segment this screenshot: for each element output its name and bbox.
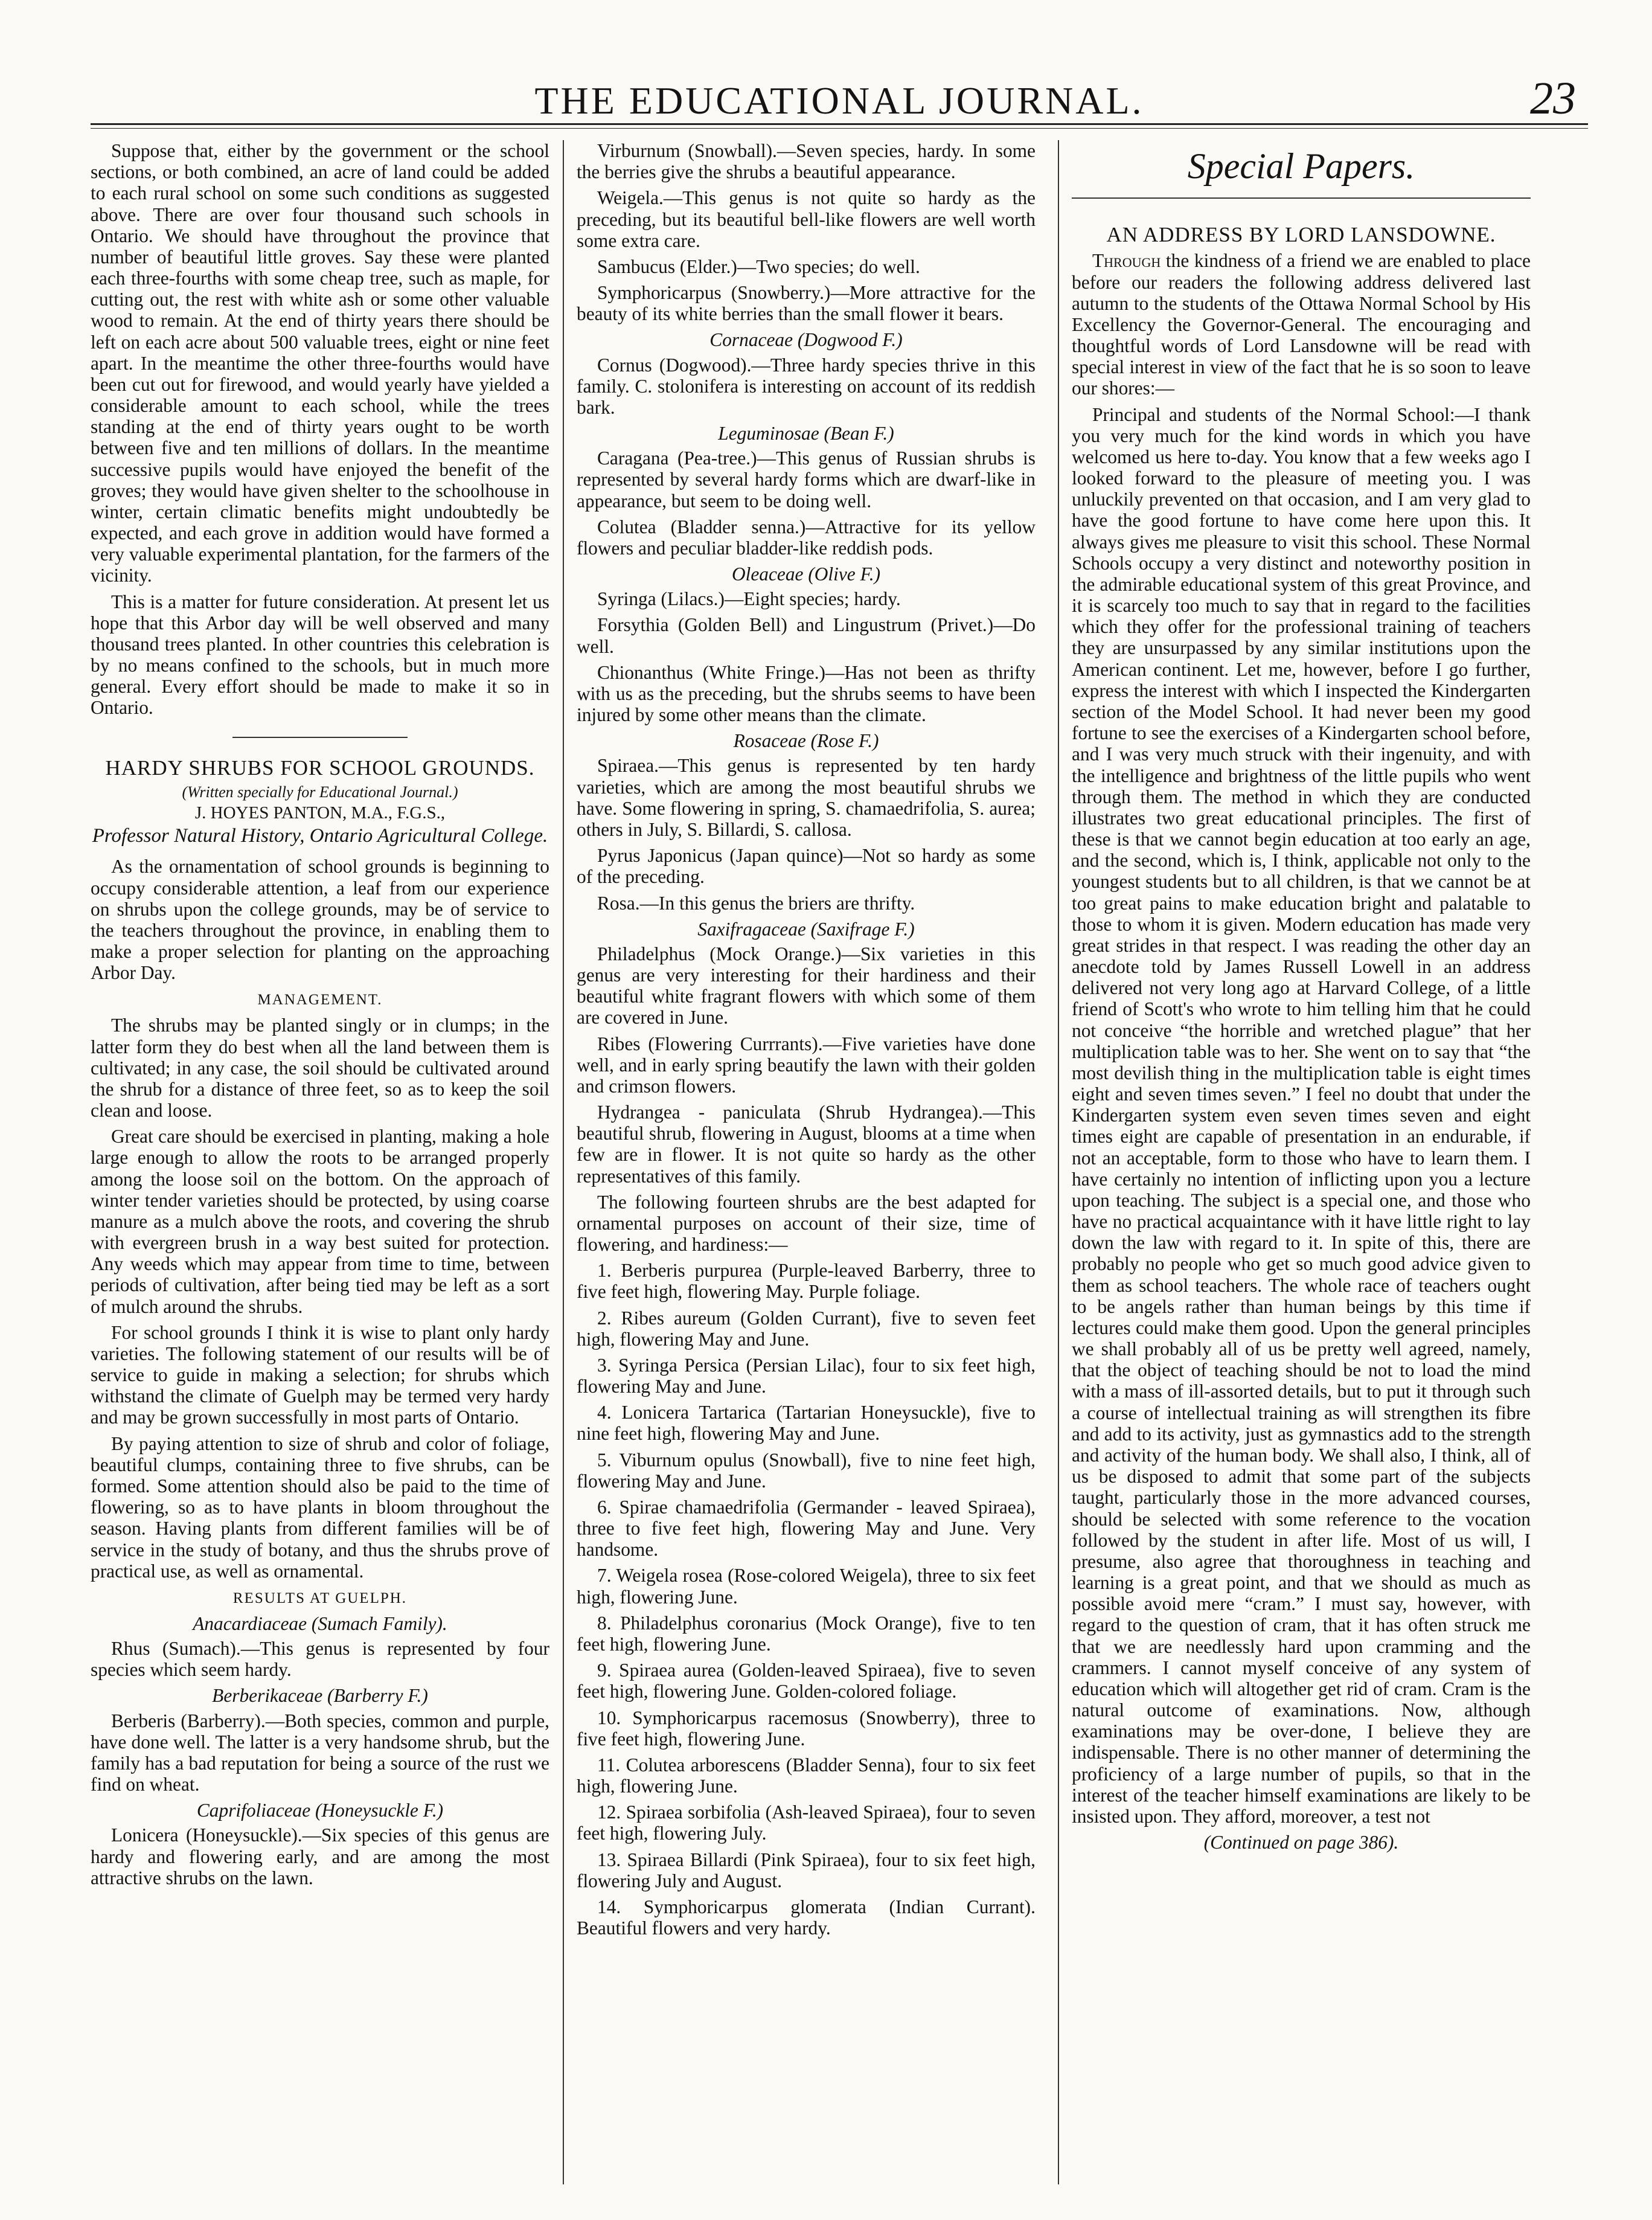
list-item: 9. Spiraea aurea (Golden-leaved Spiraea), five to seven feet high, flowering June. Golden-colored foliage. xyxy=(577,1660,1036,1702)
paragraph: As the ornamentation of school grounds is beginning to occupy considerable attention, a leaf from our experience on shrubs upon the college grounds, may be of service to the teachers throughout the province, in enabling them to make a proper selection for planting on the approaching Arbor Day. xyxy=(91,856,549,984)
list-item: 11. Colutea arborescens (Bladder Senna), four to six feet high, flowering June. xyxy=(577,1754,1036,1797)
continued-note: (Continued on page 386). xyxy=(1203,1832,1399,1853)
paragraph: Caragana (Pea-tree.)—This genus of Russian shrubs is represented by several hardy forms which are dwarf-like in appearance, but seem to be doing well. xyxy=(577,448,1036,512)
list-item: 6. Spirae chamaedrifolia (Germander - leaved Spiraea), three to five feet high, flowering May and June. Very handsome. xyxy=(577,1496,1036,1561)
list-item: 4. Lonicera Tartarica (Tartarian Honeysuckle), five to nine feet high, flowering May and June. xyxy=(577,1402,1036,1445)
section-separator xyxy=(232,737,408,738)
family-heading: Anacardiaceae (Sumach Family). xyxy=(193,1612,447,1634)
article-title: HARDY SHRUBS FOR SCHOOL GROUNDS. xyxy=(105,756,535,780)
family-heading: Cornaceae (Dogwood F.) xyxy=(709,329,903,351)
header-rule xyxy=(91,123,1588,125)
paragraph: Lonicera (Honeysuckle).—Six species of this genus are hardy and flowering early, and are among the most attractive shrubs on the lawn. xyxy=(91,1824,549,1888)
list-item: 13. Spiraea Billardi (Pink Spiraea), four to six feet high, flowering July and August. xyxy=(577,1849,1036,1891)
subheading: RESULTS AT GUELPH. xyxy=(232,1590,408,1606)
family-heading: Rosaceae (Rose F.) xyxy=(733,730,879,752)
paragraph: Colutea (Bladder senna.)—Attractive for its yellow flowers and peculiar bladder-like reddish pods. xyxy=(577,516,1036,559)
paragraph: Suppose that, either by the government or the school sections, or both combined, an acre of land could be added to each rural school on some such conditions as suggested above. There are over four thousand such schools in Ontario. We should have throughout the province that number of beautiful little groves. Say these were planted each three-fourths with some cheap tree, such as maple, for cutting out, the rest with white ash or some other valuable wood to remain. At the end of thirty years there should be left on each acre about 500 valuable trees, eight or nine feet apart. In the meantime the other three-fourths would have been cut out for firewood, and would yearly have yielded a considerable amount to each school, while the trees standing at the end of thirty years ought to be worth between five and ten millions of dollars. In the meantime successive pupils would have enjoyed the benefit of the groves; they would have given shelter to the schoolhouse in winter, certain climatic benefits might undoubtedly be expected, and each grove in addition would have formed a very valuable experimental plantation, for the farmers of the vicinity. xyxy=(91,140,549,586)
address-title: AN ADDRESS BY LORD LANSDOWNE. xyxy=(1106,223,1496,247)
paragraph xyxy=(1072,250,1531,399)
paragraph: Virburnum (Snowball).—Seven species, hardy. In some the berries give the shrubs a beautiful appearance. xyxy=(577,140,1036,183)
drop-word: Through xyxy=(1092,250,1161,272)
paragraph: Chionanthus (White Fringe.)—Has not been as thrifty with us as the preceding, but the shrubs seems to have been injured by some other means than the climate. xyxy=(577,661,1036,726)
column-1 xyxy=(91,140,549,2184)
list-item: 5. Viburnum opulus (Snowball), five to nine feet high, flowering May and June. xyxy=(577,1449,1036,1492)
paragraph: Forsythia (Golden Bell) and Lingustrum (Privet.)—Do well. xyxy=(577,614,1036,657)
column-2 xyxy=(577,140,1036,2184)
list-item: 3. Syringa Persica (Persian Lilac), four to six feet high, flowering May and June. xyxy=(577,1354,1036,1397)
masthead xyxy=(91,72,1588,127)
paragraph: By paying attention to size of shrub and color of foliage, beautiful clumps, containing three to five shrubs, can be formed. Some attention should also be paid to the time of flowering, so as to have plants in bloom throughout the season. Having plants from different families will be of service in the study of botany, and thus the shrubs prove of practical use, as well as ornamental. xyxy=(91,1432,549,1582)
paragraph: Weigela.—This genus is not quite so hardy as the preceding, but its beautiful bell-like flowers are well worth some extra care. xyxy=(577,187,1036,251)
list-item: 7. Weigela rosea (Rose-colored Weigela), three to six feet high, flowering June. xyxy=(577,1565,1036,1608)
paragraph: Rosa.—In this genus the briers are thrifty. xyxy=(597,892,915,914)
column-divider xyxy=(563,140,564,2184)
paragraph: Great care should be exercised in planting, making a hole large enough to allow the roots to be arranged properly among the loose soil on the bottom. On the approach of winter tender varieties should be protected, by using coarse manure as a mulch above the roots, and covering the shrub with evergreen brush in a way best suited for protection. Any weeds which may appear from time to time, between periods of cultivation, after being tied may be left as a sort of mulch around the shrubs. xyxy=(91,1126,549,1317)
paragraph: This is a matter for future consideration. At present let us hope that this Arbor day will be well observed and many thousand trees planted. In other countries this celebration is by no means confined to the schools, but in much more general. Every effort should be made to make it so in Ontario. xyxy=(91,591,549,719)
family-heading: Leguminosae (Bean F.) xyxy=(718,423,894,444)
paragraph: The following fourteen shrubs are the best adapted for ornamental purposes on account of their size, time of flowering, and hardiness:— xyxy=(577,1191,1036,1256)
column-divider xyxy=(1058,140,1059,2184)
paragraph: The shrubs may be planted singly or in clumps; in the latter form they do best when all the land between them is cultivated; in any case, the soil should be cultivated around the shrub for a distance of three feet, so as to keep the soil clean and loose. xyxy=(91,1015,549,1121)
subheading: MANAGEMENT. xyxy=(257,992,383,1009)
family-heading: Saxifragaceae (Saxifrage F.) xyxy=(697,918,915,940)
list-item: 2. Ribes aureum (Golden Currant), five to seven feet high, flowering May and June. xyxy=(577,1307,1036,1350)
section-heading: Special Papers. xyxy=(1187,146,1415,186)
paragraph: Philadelphus (Mock Orange.)—Six varieties in this genus are very interesting for their hardiness and their beautiful white fragrant flowers with which some of them are covered in June. xyxy=(577,943,1036,1028)
paragraph: Ribes (Flowering Currrants).—Five varieties have done well, and in early spring beautify the lawn with their golden and crimson flowers. xyxy=(577,1033,1036,1097)
paragraph: Sambucus (Elder.)—Two species; do well. xyxy=(597,255,920,277)
paragraph: Rhus (Sumach).—This genus is represented by four species which seem hardy. xyxy=(91,1638,549,1681)
article-byline: (Written specially for Educational Journal.) xyxy=(182,783,458,801)
paragraph: Berberis (Barberry).—Both species, common and purple, have done well. The latter is a very handsome shrub, but the family has a bad reputation for being a source of the rust we find on wheat. xyxy=(91,1710,549,1795)
list-item: 8. Philadelphus coronarius (Mock Orange), five to ten feet high, flowering June. xyxy=(577,1612,1036,1655)
paragraph: For school grounds I think it is wise to plant only hardy varieties. The following statement of our results will be of service to guide in making a selection; for shrubs which withstand the climate of Guelph may be termed very hardy and may be grown successfully in most parts of Ontario. xyxy=(91,1321,549,1428)
list-item: 10. Symphoricarpus racemosus (Snowberry), three to five feet high, flowering June. xyxy=(577,1707,1036,1750)
list-item: 14. Symphoricarpus glomerata (Indian Currant). Beautiful flowers and very hardy. xyxy=(577,1896,1036,1939)
list-item: 12. Spiraea sorbifolia (Ash-leaved Spiraea), four to seven feet high, flowering July. xyxy=(577,1801,1036,1844)
header-rule-thin xyxy=(91,128,1588,129)
page-number: 23 xyxy=(1530,73,1576,124)
paragraph: Pyrus Japonicus (Japan quince)—Not so hardy as some of the preceding. xyxy=(577,845,1036,888)
paragraph: Symphoricarpus (Snowberry.)—More attractive for the beauty of its white berries than the small flower it bears. xyxy=(577,282,1036,325)
paragraph: Cornus (Dogwood).—Three hardy species thrive in this family. C. stolonifera is interesting on account of its reddish bark. xyxy=(577,354,1036,418)
list-item: 1. Berberis purpurea (Purple-leaved Barberry, three to five feet high, flowering May. Purple foliage. xyxy=(577,1260,1036,1303)
family-heading: Oleaceae (Olive F.) xyxy=(731,563,881,585)
paragraph: Spiraea.—This genus is represented by ten hardy varieties, which are among the most beautiful shrubs we have. Some flowering in spring, S. chamaedrifolia, S. aurea; others in July, S. Billardi, S. callosa. xyxy=(577,755,1036,840)
family-heading: Berberikaceae (Barberry F.) xyxy=(212,1685,428,1707)
intro-text: the kindness of a friend we are enabled to place before our readers the following address delivered last autumn to the students of the Ottawa Normal School by His Excellency the Governor-General. The encouraging and thoughtful words of Lord Lansdowne will be read with special interest in view of the fact that he is so soon to leave our shores:— xyxy=(1072,250,1531,399)
paragraph: Principal and students of the Normal School:—I thank you very much for the kind words in which you have welcomed us here to-day. You know that a few weeks ago I looked forward to the pleasure of meeting you. I was unluckily prevented on that occasion, and I am very glad to have the good fortune to have come here upon this. It always gives me pleasure to visit this school. These Normal Schools occupy a very distinct and noteworthy position in the admirable educational system of this great Province, and it is scarcely too much to say that in regard to the facilities which they offer for the professional training of teachers they are unsurpassed by any similar institutions upon the American continent. Let me, however, before I go further, express the interest with which I inspected the Kindergarten section of the Model School. It had never been my good fortune to see the exercises of a Kindergarten school before, and I was very much struck with their ingenuity, and with the intelligence and brightness of the little pupils who went through them. The method in which they are conducted illustrates two great educational principles. The first of these is that we cannot begin education at too early an age, and the second, which is, I think, applicable not only to the youngest students but to all children, is that we cannot be at too great pains to make education bright and palatable to those to whom it is given. Modern education has made very great strides in that respect. I was reading the other day an anecdote told by James Russell Lowell in an address delivered not very long ago at Harvard College, of a little friend of Scott's who wrote to him telling him that he could not conceive “the horrible and wretched plague” that her multiplication table was to her. She went on to say that “the most devilish thing in the multiplication table is eight times eight and seven times seven.” I feel no doubt that under the Kindergarten system even seven times seven and eight times eight are capable of presentation in an endurable, if not an acceptable, form to those who have to learn them. I have certainly no intention of inflicting upon you a lecture upon teaching. The subject is a special one, and those who have no practical acquaintance with it have little right to lay down the law with regard to it. In spite of this, there are probably no people who get so much good advice given to them as school teachers. The whole race of teachers ought to be angels rather than human beings by this time if lectures could make them good. Upon the general principles we shall probably all of us be pretty well agreed, namely, that the object of teaching should be not to load the mind with a mass of ill-assorted details, but to put it through such a course of intellectual training as will strengthen its fibre and add to its activity, just as gymnastics add to the strength and activity of the human body. We shall also, I think, all of us be disposed to admit that some part of the subjects taught, particularly those in the more advanced courses, should be selected with some reference to the vocation followed by the student in after life. Most of us will, I presume, also agree that thoroughness in teaching and learning is a great point, and that we should as much as possible avoid mere “cram.” I must say, however, with regard to the question of cram, that it has often struck me that we are needlessly hard upon cramming and the crammers. I cannot myself conceive of any system of education which will altogether get rid of cram. Cram is the natural outcome of examinations. Now, although examinations may be over-done, I believe they are indispensable. There is no other manner of determining the proficiency of a large number of pupils, so that in the interest of the teacher himself examinations are likely to be insisted upon. They afford, moreover, a test not xyxy=(1072,403,1531,1827)
author-title: Professor Natural History, Ontario Agricultural College. xyxy=(92,825,548,847)
column-3 xyxy=(1072,140,1531,2184)
journal-title: THE EDUCATIONAL JOURNAL. xyxy=(534,79,1144,122)
section-rule xyxy=(1072,197,1531,199)
paragraph: Syringa (Lilacs.)—Eight species; hardy. xyxy=(597,588,901,610)
article-author: J. HOYES PANTON, M.A., F.G.S., xyxy=(194,803,446,823)
family-heading: Caprifoliaceae (Honeysuckle F.) xyxy=(196,1800,444,1821)
paragraph: Hydrangea - paniculata (Shrub Hydrangea).—This beautiful shrub, flowering in August, blooms at a time when few are in flower. It is not quite so hardy as the other representatives of this family. xyxy=(577,1102,1036,1187)
